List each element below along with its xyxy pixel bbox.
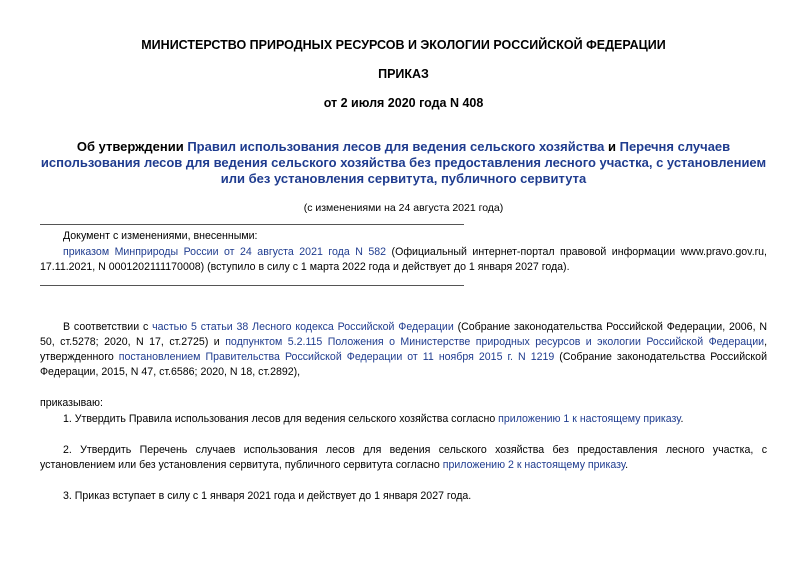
order-item-2: [40, 443, 767, 473]
title-prefix: Об утверждении: [76, 139, 188, 154]
basis-paragraph: [40, 320, 767, 380]
doc-type-heading: ПРИКАЗ: [378, 67, 429, 81]
basis-text-2: (Собрание законодательства Российской Федерации, 2006, N 50, ст.5278; 2020, N 17, ст.2725) и: [40, 321, 768, 348]
government-decree-link[interactable]: постановлением Правительства Российской Федерации от 11 ноября 2015 г. N 1219: [118, 351, 555, 363]
changes-paragraph: [40, 245, 767, 275]
order-word: приказываю:: [40, 397, 103, 409]
amendment-note: (с изменениями на 24 августа 2021 года): [303, 202, 504, 214]
appendix-2-link[interactable]: приложению 2 к настоящему приказу: [442, 459, 626, 471]
doc-date-heading: от 2 июля 2020 года N 408: [323, 96, 484, 110]
item-2-end: .: [625, 459, 629, 471]
basis-text-4: (Собрание законодательства Российской Федерации, 2015, N 47, ст.6586; 2020, N 18, ст.2892),: [40, 351, 767, 378]
order-item-3: 3. Приказ вступает в силу с 1 января 2021 года и действует до 1 января 2027 года.: [63, 490, 472, 502]
ministry-regulation-link[interactable]: подпунктом 5.2.115 Положения о Министерстве природных ресурсов и экологии Российской Федерации: [225, 336, 765, 348]
basis-text-1: В соответствии с: [63, 321, 153, 333]
title-conjunction: и: [604, 139, 620, 154]
appendix-1-link[interactable]: приложению 1 к настоящему приказу: [498, 413, 681, 425]
changes-text: (Официальный интернет-портал правовой информации www.pravo.gov.ru, 17.11.2021, N 0001202111170008) (вступило в силу с 1 марта 2022 года и действует до 1 января 2027 года).: [40, 246, 767, 273]
rules-link[interactable]: Правил использования лесов для ведения сельского хозяйства: [187, 139, 605, 154]
document-title: [40, 139, 767, 187]
list-link[interactable]: Перечня случаев использования лесов для ведения сельского хозяйства без предоставления лесного участка, с установлением или без установления сервитута, публичного сервитута: [40, 139, 767, 186]
amendment-order-link[interactable]: приказом Минприроды России от 24 августа 2021 года N 582: [63, 246, 387, 258]
changes-intro: Документ с изменениями, внесенными:: [63, 230, 258, 242]
forest-code-link[interactable]: частью 5 статьи 38 Лесного кодекса Российской Федерации: [152, 321, 454, 333]
item-2-text: 2. Утвердить Перечень случаев использования лесов для ведения сельского хозяйства без предоставления лесного участка, с установлением или без установления сервитута, публичного сервитута согласно: [40, 444, 767, 471]
order-item-1: [40, 412, 767, 427]
divider-top: [40, 224, 464, 225]
divider-bottom: [40, 285, 464, 286]
item-1-text: 1. Утвердить Правила использования лесов для ведения сельского хозяйства согласно: [63, 413, 499, 425]
basis-text-3: , утвержденного: [40, 336, 768, 363]
item-1-end: .: [680, 413, 684, 425]
ministry-heading: МИНИСТЕРСТВО ПРИРОДНЫХ РЕСУРСОВ И ЭКОЛОГИИ РОССИЙСКОЙ ФЕДЕРАЦИИ: [141, 38, 666, 52]
